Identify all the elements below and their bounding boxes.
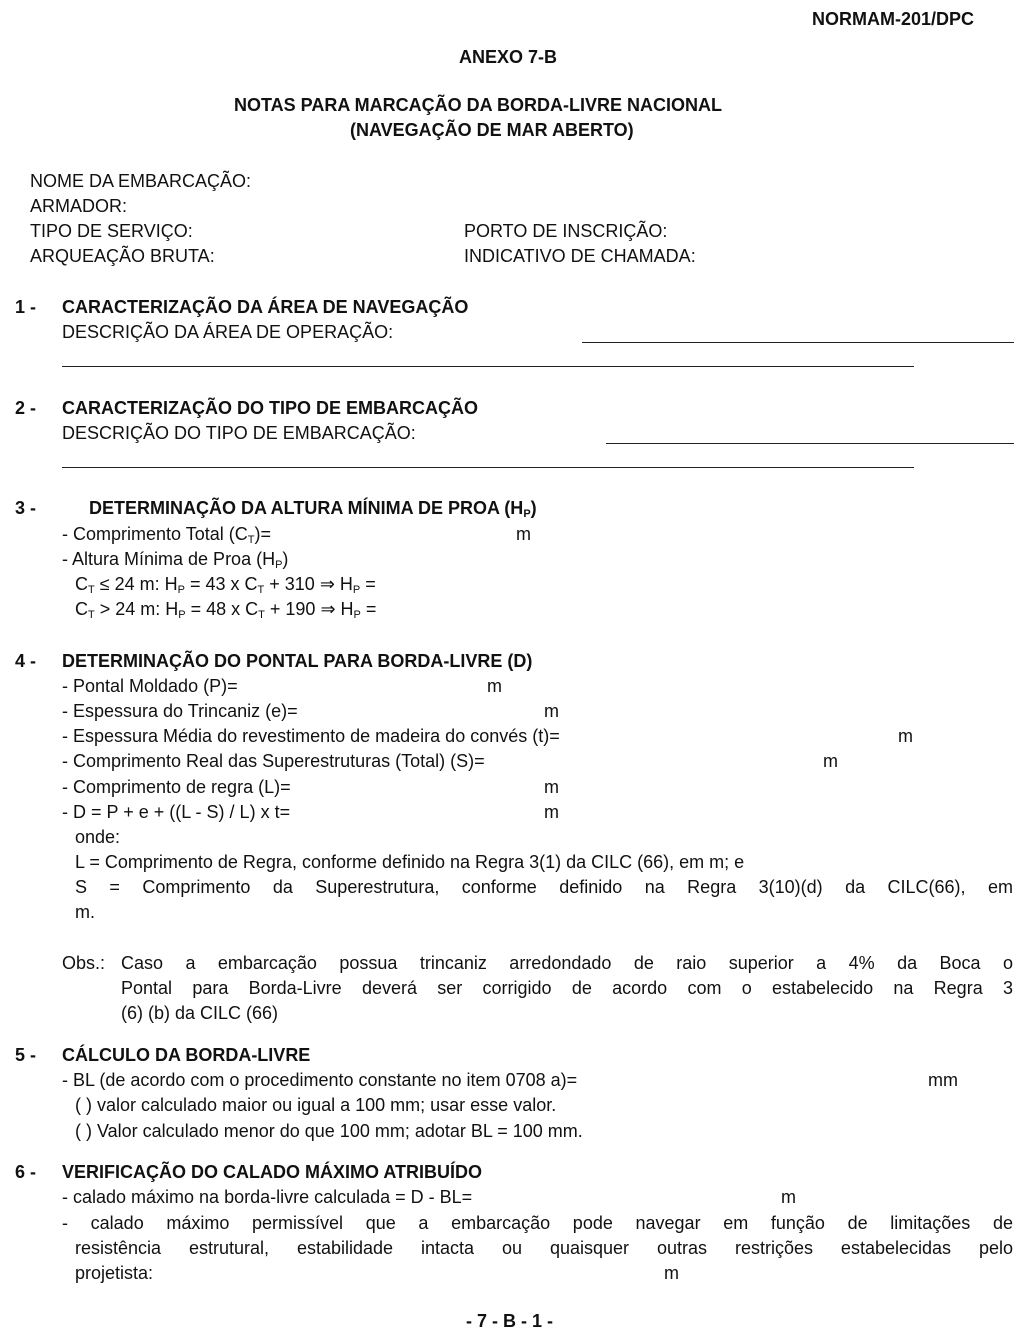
answer-line [62, 366, 914, 367]
field-porto: PORTO DE INSCRIÇÃO: [464, 221, 668, 241]
item-unit: m [898, 726, 913, 746]
section-1-title: CARACTERIZAÇÃO DA ÁREA DE NAVEGAÇÃO [62, 297, 469, 317]
item-label: - Espessura do Trincaniz (e)= [62, 701, 298, 721]
item-label: - Pontal Moldado (P)= [62, 676, 238, 696]
page-title-line1: NOTAS PARA MARCAÇÃO DA BORDA-LIVRE NACIONAL [234, 95, 722, 115]
item-unit: m [823, 751, 838, 771]
section-4-title: DETERMINAÇÃO DO PONTAL PARA BORDA-LIVRE (D) [62, 651, 533, 671]
item-label: - Comprimento Real das Superestruturas (Total) (S)= [62, 751, 485, 771]
answer-line [606, 443, 1014, 444]
bl-unit: mm [928, 1070, 958, 1090]
definition-s-cont: m. [75, 902, 95, 922]
onde-label: onde: [75, 827, 121, 847]
item-label: - Comprimento de regra (L)= [62, 777, 291, 797]
obs-text-line2: Pontal para Borda-Livre deverá ser corrigido de acordo com o estabelecido na Regra 3 [121, 978, 1013, 998]
calado-permissivel-line2: resistência estrutural, estabilidade intacta ou quaisquer outras restrições estabelecidas pelo [75, 1238, 1013, 1258]
field-nome: NOME DA EMBARCAÇÃO: [30, 171, 252, 191]
field-armador: ARMADOR: [30, 196, 128, 216]
field-indicativo: INDICATIVO DE CHAMADA: [464, 246, 696, 266]
definition-l: L = Comprimento de Regra, conforme definido na Regra 3(1) da CILC (66), em m; e [75, 852, 745, 872]
calado-calculado-label: - calado máximo na borda-livre calculada = D - BL= [62, 1187, 473, 1207]
page-title-line2: (NAVEGAÇÃO DE MAR ABERTO) [350, 120, 634, 140]
formula-ct-gt-24: $C_T > 24$ m: $H_P = 48$ x $C_T + 190$ ⇒ $H_P$ = [75, 599, 377, 621]
section-3-title: DETERMINAÇÃO DA ALTURA MÍNIMA DE PROA $(H_P)$ [89, 498, 537, 520]
formula-ct-le-24: $C_T \le 24$ m: $H_P = 43$ x $C_T + 310$ ⇒ $H_P$ = [75, 574, 376, 596]
calado-permissivel-line3: projetista: [75, 1263, 154, 1283]
section-4-number: 4 - [15, 651, 37, 671]
section-2-number: 2 - [15, 398, 37, 418]
item-unit: m [544, 701, 559, 721]
comprimento-total-label: - Comprimento Total $(C_T)=$ [62, 524, 271, 546]
section-6-title: VERIFICAÇÃO DO CALADO MÁXIMO ATRIBUÍDO [62, 1162, 482, 1182]
page-number: - 7 - B - 1 - [466, 1311, 554, 1331]
altura-minima-label: - Altura Mínima de Proa $(H_P)$ [62, 549, 289, 571]
field-tipo-servico: TIPO DE SERVIÇO: [30, 221, 193, 241]
section-3-number: 3 - [15, 498, 37, 518]
bl-label: - BL (de acordo com o procedimento constante no item 0708 a)= [62, 1070, 578, 1090]
section-5-number: 5 - [15, 1045, 37, 1065]
calado-calculado-unit: m [781, 1187, 796, 1207]
obs-text-line1: Caso a embarcação possua trincaniz arredondado de raio superior a 4% da Boca o [121, 953, 1013, 973]
answer-line [582, 342, 1014, 343]
document-code: NORMAM-201/DPC [812, 9, 975, 29]
annex-title: ANEXO 7-B [459, 47, 558, 67]
obs-label: Obs.: [62, 953, 106, 973]
item-label: - D = P + e + ((L - S) / L) x t= [62, 802, 291, 822]
section-6-number: 6 - [15, 1162, 37, 1182]
item-unit: m [544, 802, 559, 822]
item-unit: m [544, 777, 559, 797]
option-checkbox-1[interactable]: ( ) valor calculado maior ou igual a 100 mm; usar esse valor. [75, 1095, 557, 1115]
answer-line [62, 467, 914, 468]
option-checkbox-2[interactable]: ( ) Valor calculado menor do que 100 mm; adotar BL = 100 mm. [75, 1121, 583, 1141]
calado-permissivel-unit: m [664, 1263, 679, 1283]
section-1-description: DESCRIÇÃO DA ÁREA DE OPERAÇÃO: [62, 322, 394, 342]
item-unit: m [487, 676, 502, 696]
comprimento-total-unit: m [516, 524, 531, 544]
section-2-description: DESCRIÇÃO DO TIPO DE EMBARCAÇÃO: [62, 423, 416, 443]
section-5-title: CÁLCULO DA BORDA-LIVRE [62, 1045, 311, 1065]
definition-s: S = Comprimento da Superestrutura, conforme definido na Regra 3(10)(d) da CILC(66), em [75, 877, 1013, 897]
field-arqueacao: ARQUEAÇÃO BRUTA: [30, 246, 215, 266]
section-1-number: 1 - [15, 297, 37, 317]
item-label: - Espessura Média do revestimento de madeira do convés (t)= [62, 726, 560, 746]
calado-permissivel-line1: - calado máximo permissível que a embarcação pode navegar em função de limitações de [62, 1213, 1013, 1233]
obs-text-line3: (6) (b) da CILC (66) [121, 1003, 279, 1023]
section-2-title: CARACTERIZAÇÃO DO TIPO DE EMBARCAÇÃO [62, 398, 478, 418]
